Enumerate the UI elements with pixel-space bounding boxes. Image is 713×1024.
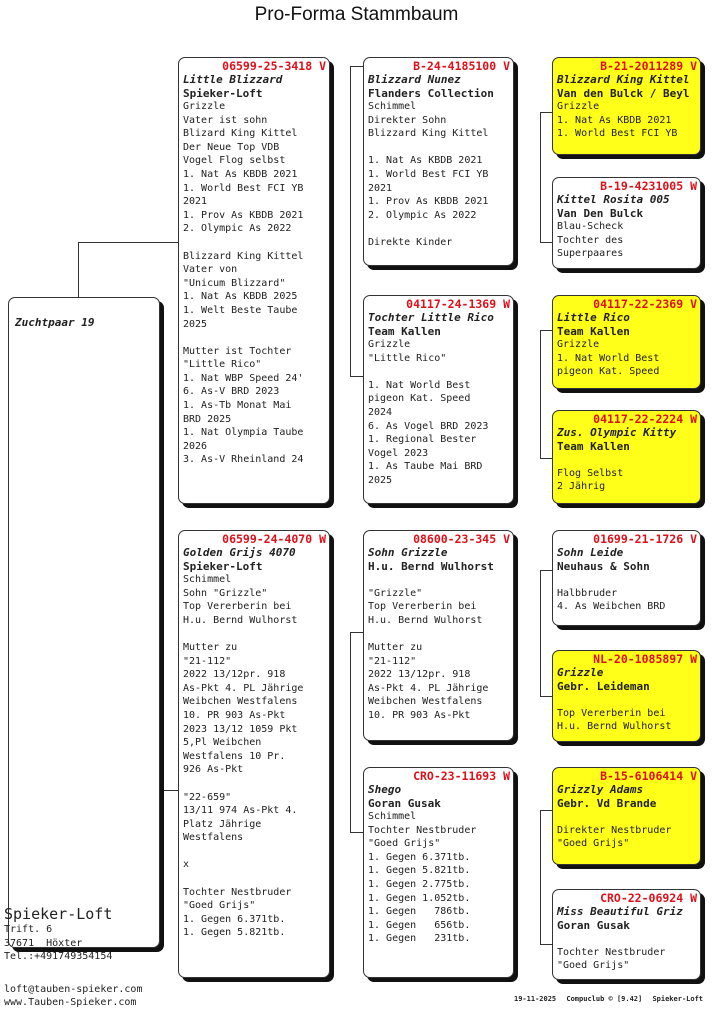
owner-name: Flanders Collection [368,86,494,100]
pigeon-name: Grizzly Adams [557,783,644,796]
owner-name: Gebr. Vd Brande [557,796,657,810]
connector [540,944,552,945]
connector [540,330,541,458]
card-dam-sire [363,530,514,741]
pigeon-notes: Direkter Nestbruder "Goed Grijs" [557,824,672,850]
owner-name: H.u. Bernd Wulhorst [368,559,494,573]
address-block [4,905,112,964]
ring-number: NL-20-1085897 W [593,652,697,666]
address-city: 37671 Höxter [4,937,83,949]
pigeon-name: Shego [368,783,402,796]
ring-number: 04117-22-2224 W [593,412,697,426]
ring-number: CRO-23-11693 W [413,769,510,783]
ring-number: CRO-22-06924 W [600,891,697,905]
connector [540,112,541,242]
pigeon-notes: Halbbruder 4. As Weibchen BRD [557,587,666,613]
ring-number: B-19-4231005 W [600,179,697,193]
pigeon-notes: "Grizzle" Top Vererberin bei H.u. Bernd Wulhorst Mutter zu "21-112" 2022 13/12pr. 918 As-Pkt 4. PL Jährige Weibchen Westfalens 10. PR 903 As-Pkt [368,587,489,721]
connector [350,66,351,376]
pigeon-name: Sohn Grizzle [368,546,448,559]
ring-number: 04117-24-1369 W [406,297,510,311]
pigeon-notes: Flog Selbst 2 Jährig [557,467,624,493]
website-link[interactable]: www.Tauben-Spieker.com [4,997,137,1008]
owner-name: Goran Gusak [557,918,630,932]
ring-number: B-15-6106414 V [600,769,697,783]
connector [350,632,363,633]
address-phone: Tel.:+491749354154 [4,951,113,962]
ring-number: 06599-24-4070 W [222,532,326,546]
pigeon-notes: Tochter Nestbruder "Goed Grijs" [557,946,666,972]
connector [540,696,552,697]
pigeon-name: Kittel Rosita 005 [557,193,670,206]
pigeon-notes: Schimmel Direkter Sohn Blizzard King Kittel 1. Nat As KBDB 2021 1. World Best FCI YB 2021 1. Prov As KBDB 2021 2. Olympic As 2022 Direkte Kinder [368,101,489,248]
ring-number: 01699-21-1726 V [593,532,697,546]
program-credit: Compuclub © [9.42] [566,995,643,1003]
connector [540,330,552,331]
card-sds [552,295,701,389]
email-link[interactable]: loft@tauben-spieker.com [4,984,143,995]
card-dss [552,530,701,626]
connector [350,632,351,832]
connector [350,376,363,377]
owner-name: Spieker-Loft [183,86,263,100]
connector [78,242,178,243]
subject-card [8,297,160,948]
pigeon-name: Blizzard King Kittel [557,73,690,86]
owner-name: Neuhaus & Sohn [557,559,650,573]
ring-number: 04117-22-2369 V [593,297,697,311]
pigeon-name: Grizzle [557,666,604,679]
owner-name: Van den Bulck / Beyl [557,86,690,100]
card-ssd [552,177,701,269]
pigeon-notes: Schimmel Tochter Nestbruder "Goed Grijs" 1. Gegen 6.371tb. 1. Gegen 5.821tb. 1. Gegen 2.775tb. 1. Gegen 1.052tb. 1. Gegen 786tb. 1. Gegen 656tb. 1. Gegen 231tb. [368,811,477,945]
card-sdd [552,410,701,504]
pigeon-name: Little Blizzard [183,73,283,86]
connector [540,570,552,571]
connector [540,810,541,944]
ring-number: 08600-23-345 V [413,532,510,546]
connector [540,112,552,113]
owner-name: Gebr. Leideman [557,679,650,693]
pigeon-notes: Blau-Scheck Tochter des Superpaares [557,221,624,260]
ring-number: B-24-4185100 V [413,59,510,73]
card-dsd [552,650,701,742]
pigeon-notes: Top Vererberin bei H.u. Bernd Wulhorst [557,707,672,733]
ring-number: 06599-25-3418 V [222,59,326,73]
loft-name: Spieker-Loft [4,905,113,923]
owner-name: Goran Gusak [368,796,441,810]
footer [514,995,709,1003]
card-dam-dam [363,767,514,978]
pigeon-name: Miss Beautiful Griz [557,905,683,918]
page-title: Pro-Forma Stammbaum [254,4,459,25]
pigeon-notes: Grizzle "Little Rico" 1. Nat World Best pigeon Kat. Speed 2024 6. As Vogel BRD 2023 1. Regional Bester Vogel 2023 1. As Taube Mai BRD 2025 [368,339,489,486]
web-block [4,983,142,1009]
connector [78,242,79,297]
card-sire [178,57,330,504]
pigeon-name: Blizzard Nunez [368,73,461,86]
address-street: Trift. 6 [4,924,53,935]
pigeon-notes: Grizzle 1. Nat As KBDB 2021 1. World Best FCI YB [557,101,678,140]
subject-name: Zuchtpaar 19 [15,316,95,329]
ring-number: B-21-2011289 V [600,59,697,73]
pigeon-name: Golden Grijs 4070 [183,546,296,559]
connector [540,810,552,811]
card-sire-dam [363,295,514,504]
card-sire-sire [363,57,514,266]
card-ddd [552,889,701,980]
pigeon-notes: Schimmel Sohn "Grizzle" Top Vererberin bei H.u. Bernd Wulhorst Mutter zu "21-112" 2022 13/12pr. 918 As-Pkt 4. PL Jährige Weibchen Westfalens 10. PR 903 As-Pkt 2023 13/12 1059 Pkt 5,Pl Weibchen Westfalens 10 Pr. 926 As-Pkt "22-659" 13/11 974 As-Pkt 4. Platz Jährige Westfalens x Tochter Nestbruder "Goed Grijs" 1. Gegen 6.371tb. 1. Gegen 5.821tb. [183,574,304,939]
card-dds [552,767,701,865]
pigeon-name: Little Rico [557,311,630,324]
footer-loft: Spieker-Loft [652,995,704,1003]
connector [540,570,541,696]
pigeon-name: Tochter Little Rico [368,311,494,324]
card-sss [552,57,701,155]
pigeon-notes: Grizzle 1. Nat World Best pigeon Kat. Speed [557,339,660,378]
connector [540,242,552,243]
print-date: 19-11-2025 [514,995,557,1003]
pigeon-name: Sohn Leide [557,546,624,559]
owner-name: Team Kallen [557,439,630,453]
pigeon-name: Zus. Olympic Kitty [557,426,677,439]
connector [350,832,363,833]
pigeon-notes: Grizzle Vater ist sohn Blizard King Kittel Der Neue Top VDB Vogel Flog selbst 1. Nat As KBDB 2021 1. World Best FCI YB 2021 1. Prov As KBDB 2021 2. Olympic As 2022 Blizzard King Kittel Vater von "Unicum Blizzard" 1. Nat As KBDB 2025 1. Welt Beste Taube 2025 Mutter ist Tochter "Little Rico" 1. Nat WBP Speed 24' 6. As-V BRD 2023 1. As-Tb Monat Mai BRD 2025 1. Nat Olympia Taube 2026 3. As-V Rheinland 24 [183,101,304,466]
card-dam [178,530,330,978]
owner-name: Team Kallen [557,324,630,338]
connector [350,66,363,67]
owner-name: Team Kallen [368,324,441,338]
connector [540,458,552,459]
owner-name: Van Den Bulck [557,206,644,220]
owner-name: Spieker-Loft [183,559,263,573]
